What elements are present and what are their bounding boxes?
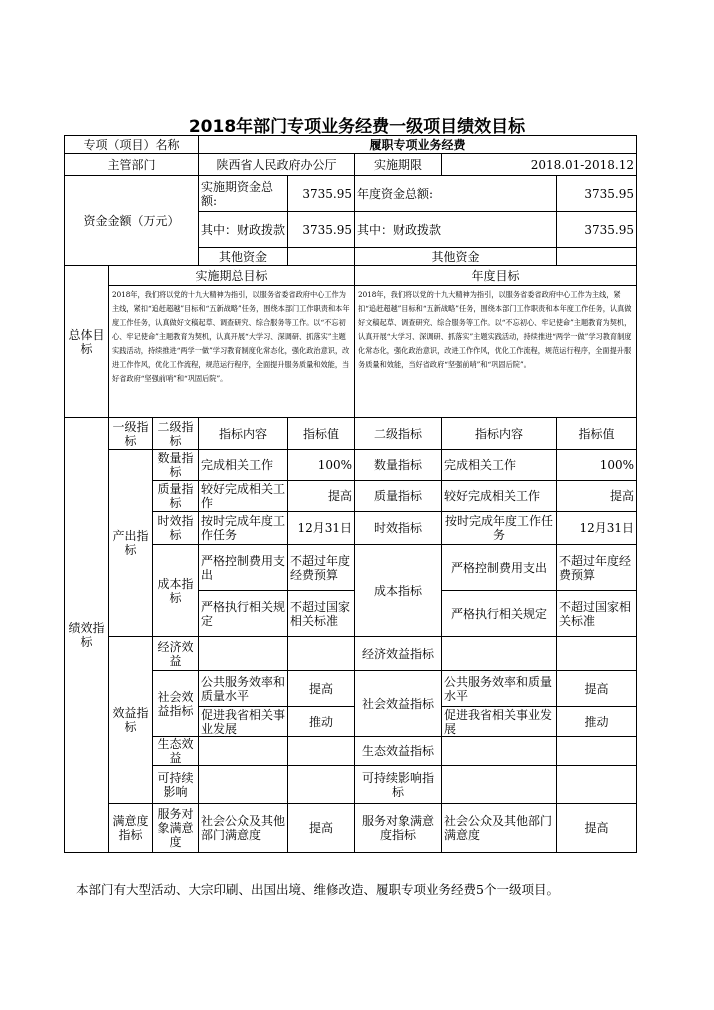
timeliness-content: 按时完成年度工作任务: [199, 512, 288, 545]
benefit-indicator-label: 效益指标: [109, 637, 153, 804]
cost-content-1: 严格控制费用支出: [199, 545, 288, 591]
ecological-content-annual: [442, 737, 557, 766]
social-content-1-annual: 公共服务效率和质量水平: [442, 671, 557, 707]
other-funds-label: 其他资金: [199, 248, 288, 266]
quality-value: 提高: [288, 481, 355, 512]
cost-content-2-annual: 严格执行相关规定: [442, 591, 557, 637]
project-name-label: 专项（项目）名称: [65, 136, 199, 154]
economic-content-annual: [442, 637, 557, 671]
footer-note: 本部门有大型活动、大宗印刷、出国出境、维修改造、履职专项业务经费5个一级项目。: [76, 882, 559, 897]
satisfaction-indicator-label: 满意度指标: [109, 804, 153, 853]
output-indicator-label: 产出指标: [109, 450, 153, 637]
timeliness-value-annual: 12月31日: [557, 512, 637, 545]
social-content-2: 促进我省相关事业发展: [199, 707, 288, 737]
annual-goal-head: 年度目标: [355, 266, 637, 286]
ecological-value: [288, 737, 355, 766]
dept-name: 陕西省人民政府办公厅: [199, 154, 355, 176]
timeliness-value: 12月31日: [288, 512, 355, 545]
level1-head: 一级指标: [109, 418, 153, 450]
period-label: 实施期限: [355, 154, 442, 176]
satisfaction-value-annual: 提高: [557, 804, 637, 853]
total-funds-value: 3735.95: [288, 176, 355, 212]
sustainable-indicator-annual: 可持续影响指标: [355, 766, 442, 804]
sustainable-indicator: 可持续影响: [153, 766, 199, 804]
content-head: 指标内容: [199, 418, 288, 450]
sustainable-value-annual: [557, 766, 637, 804]
economic-indicator: 经济效益: [153, 637, 199, 671]
cost-value-2: 不超过国家相关标准: [288, 591, 355, 637]
cost-content-2: 严格执行相关规定: [199, 591, 288, 637]
cost-value-1-annual: 不超过年度经费预算: [557, 545, 637, 591]
social-value-1-annual: 提高: [557, 671, 637, 707]
level2-head: 二级指标: [153, 418, 199, 450]
cost-indicator-annual: 成本指标: [355, 545, 442, 637]
sustainable-content: [199, 766, 288, 804]
cost-value-2-annual: 不超过国家相关标准: [557, 591, 637, 637]
quantity-indicator: 数量指标: [153, 450, 199, 481]
performance-table: [64, 135, 637, 853]
satisfaction-value: 提高: [288, 804, 355, 853]
fiscal-funds-value: 3735.95: [288, 212, 355, 248]
funds-label: 资金金额（万元）: [65, 176, 199, 266]
economic-value: [288, 637, 355, 671]
period-goal-head: 实施期总目标: [109, 266, 355, 286]
timeliness-content-annual: 按时完成年度工作任务: [442, 512, 557, 545]
quality-value-annual: 提高: [557, 481, 637, 512]
social-content-2-annual: 促进我省相关事业发展: [442, 707, 557, 737]
fiscal-funds-label: 其中：财政拨款: [199, 212, 288, 248]
quality-indicator-annual: 质量指标: [355, 481, 442, 512]
quantity-value: 100%: [288, 450, 355, 481]
satisfaction-content-annual: 社会公众及其他部门满意度: [442, 804, 557, 853]
timeliness-indicator-annual: 时效指标: [355, 512, 442, 545]
annual-other-label: 其他资金: [355, 248, 557, 266]
social-value-2: 推动: [288, 707, 355, 737]
economic-content: [199, 637, 288, 671]
ecological-indicator: 生态效益: [153, 737, 199, 766]
economic-value-annual: [557, 637, 637, 671]
other-funds-value: [288, 248, 355, 266]
social-indicator: 社会效益指标: [153, 671, 199, 737]
total-funds-label: 实施期资金总额:: [199, 176, 288, 212]
annual-funds-value: 3735.95: [557, 176, 637, 212]
annual-funds-label: 年度资金总额:: [355, 176, 557, 212]
project-name-value: 履职专项业务经费: [199, 136, 637, 154]
annual-other-value: [557, 248, 637, 266]
annual-fiscal-label: 其中：财政拨款: [355, 212, 557, 248]
period-value: 2018.01-2018.12: [442, 154, 637, 176]
ecological-content: [199, 737, 288, 766]
sustainable-content-annual: [442, 766, 557, 804]
timeliness-indicator: 时效指标: [153, 512, 199, 545]
quality-indicator: 质量指标: [153, 481, 199, 512]
social-value-1: 提高: [288, 671, 355, 707]
quality-content-annual: 较好完成相关工作: [442, 481, 557, 512]
quantity-value-annual: 100%: [557, 450, 637, 481]
economic-indicator-annual: 经济效益指标: [355, 637, 442, 671]
satisfaction-indicator-annual: 服务对象满意度指标: [355, 804, 442, 853]
satisfaction-indicator: 服务对象满意度: [153, 804, 199, 853]
value-head: 指标值: [288, 418, 355, 450]
level2-head-annual: 二级指标: [355, 418, 442, 450]
quality-content: 较好完成相关工作: [199, 481, 288, 512]
overall-goal-label: 总体目标: [65, 266, 109, 418]
value-head-annual: 指标值: [557, 418, 637, 450]
quantity-indicator-annual: 数量指标: [355, 450, 442, 481]
content-head-annual: 指标内容: [442, 418, 557, 450]
cost-value-1: 不超过年度经费预算: [288, 545, 355, 591]
ecological-value-annual: [557, 737, 637, 766]
social-indicator-annual: 社会效益指标: [355, 671, 442, 737]
ecological-indicator-annual: 生态效益指标: [355, 737, 442, 766]
social-value-2-annual: 推动: [557, 707, 637, 737]
annual-fiscal-value: 3735.95: [557, 212, 637, 248]
satisfaction-content: 社会公众及其他部门满意度: [199, 804, 288, 853]
page-title: 2018年部门专项业务经费一级项目绩效目标: [188, 117, 526, 137]
cost-content-1-annual: 严格控制费用支出: [442, 545, 557, 591]
quantity-content-annual: 完成相关工作: [442, 450, 557, 481]
dept-label: 主管部门: [65, 154, 199, 176]
annual-goal-text: 2018年，我们将以党的十九大精神为指引，以服务省委省政府中心工作为主线，紧扣“追赶超越”目标和“五新战略”任务，围绕本部门工作职责和本年度工作任务，认真做好文稿起草、调查研究、综合服务等工作。以“不忘初心、牢记使命”主题教育为契机，认真开展“大学习、深调研、抓落实”主题实践活动，持续推进“两学一做”学习教育制度化常态化，强化政治意识，改进工作作风，优化工作流程，规范运行程序，全面提升服务质量和效能，当好省政府“坚强前哨”和“巩固后院”。: [355, 286, 637, 418]
performance-label: 绩效指标: [65, 418, 109, 853]
sustainable-value: [288, 766, 355, 804]
social-content-1: 公共服务效率和质量水平: [199, 671, 288, 707]
cost-indicator: 成本指标: [153, 545, 199, 637]
period-goal-text: 2018年，我们将以党的十九大精神为指引，以服务省委省政府中心工作为主线，紧扣“追赶超越”目标和“五新战略”任务，围绕本部门工作职责和本年度工作任务，认真做好文稿起草、调查研究、综合服务等工作。以“不忘初心、牢记使命”主题教育为契机，认真开展“大学习、深调研、抓落实”主题实践活动，持续推进“两学一做”学习教育制度化常态化，强化政治意识，改进工作作风，优化工作流程，规范运行程序，全面提升服务质量和效能，当好省政府“坚强前哨”和“巩固后院”。: [109, 286, 355, 418]
quantity-content: 完成相关工作: [199, 450, 288, 481]
